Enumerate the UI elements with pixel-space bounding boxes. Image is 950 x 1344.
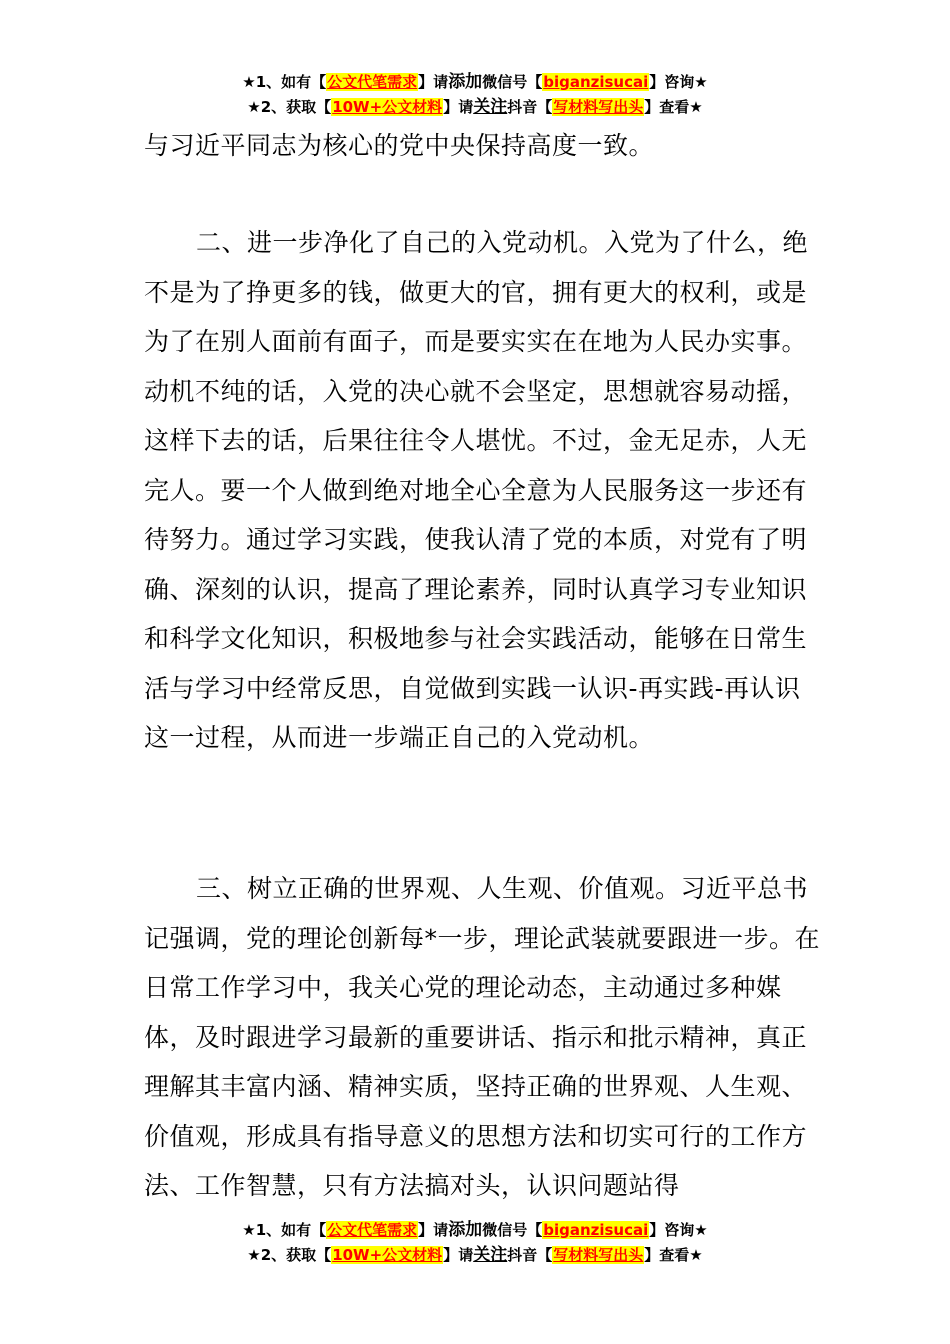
banner-text: ★1、如有【 (242, 73, 327, 91)
banner-emphasis: 添加 (448, 1220, 483, 1240)
banner-text: 】咨询★ (649, 1221, 708, 1239)
highlight-ghostwriting: 公文代笔需求 (327, 1221, 418, 1239)
banner-text: 微信号【 (482, 73, 543, 91)
banner-emphasis: 关注 (473, 1245, 508, 1265)
paragraph-3 (144, 864, 824, 1211)
paragraph-2 (144, 218, 824, 763)
highlight-materials: 10W+公文材料 (332, 1246, 443, 1264)
banner-text: ★2、获取【 (247, 1246, 332, 1264)
highlight-ghostwriting: 公文代笔需求 (327, 73, 418, 91)
highlight-douyin-account: 写材料写出头 (553, 1246, 644, 1264)
highlight-douyin-account: 写材料写出头 (553, 98, 644, 116)
banner-text: 抖音【 (507, 1246, 553, 1264)
banner-emphasis: 添加 (448, 72, 483, 92)
banner-text: 】请 (443, 1246, 474, 1264)
banner-text: 】咨询★ (649, 73, 708, 91)
paragraph-3-text: 三、树立正确的世界观、人生观、价值观。习近平总书记强调，党的理论创新每*一步，理论武装就要跟进一步。在日常工作学习中，我关心党的理论动态，主动通过多种媒体，及时跟进学习最新的重要讲话、指示和批示精神，真正理解其丰富内涵、精神实质，坚持正确的世界观、人生观、价值观，形成具有指导意义的思想方法和切实可行的工作方法、工作智慧，只有方法搞对头，认识问题站得 (144, 874, 821, 1200)
banner-text: 微信号【 (482, 1221, 543, 1239)
banner-text: 抖音【 (507, 98, 553, 116)
banner-text: 】查看★ (644, 1246, 703, 1264)
banner-text: 】查看★ (644, 98, 703, 116)
highlight-wechat-id: biganzisucai (543, 73, 649, 91)
banner-text: 】请 (418, 73, 449, 91)
highlight-materials: 10W+公文材料 (332, 98, 443, 116)
highlight-wechat-id: biganzisucai (543, 1221, 649, 1239)
footer-banner (0, 1218, 950, 1268)
paragraph-continuation (144, 121, 824, 171)
banner-text: ★2、获取【 (247, 98, 332, 116)
banner-text: ★1、如有【 (242, 1221, 327, 1239)
header-banner (0, 70, 950, 120)
continuation-text: 与习近平同志为核心的党中央保持高度一致。 (144, 131, 655, 160)
banner-emphasis: 关注 (473, 97, 508, 117)
banner-line-2 (0, 1243, 950, 1268)
banner-text: 】请 (418, 1221, 449, 1239)
banner-text: 】请 (443, 98, 474, 116)
paragraph-2-text: 二、进一步净化了自己的入党动机。入党为了什么，绝不是为了挣更多的钱，做更大的官，拥有更大的权利，或是为了在别人面前有面子，而是要实实在在地为人民办实事。动机不纯的话，入党的决心就不会坚定，思想就容易动摇，这样下去的话，后果往往令人堪忧。不过，金无足赤，人无完人。要一个人做到绝对地全心全意为人民服务这一步还有待努力。通过学习实践，使我认清了党的本质，对党有了明确、深刻的认识，提高了理论素养，同时认真学习专业知识和科学文化知识，积极地参与社会实践活动，能够在日常生活与学习中经常反思，自觉做到实践一认识-再实践-再认识这一过程，从而进一步端正自己的入党动机。 (144, 228, 809, 752)
banner-line-1 (0, 1218, 950, 1243)
banner-line-1 (0, 70, 950, 95)
banner-line-2 (0, 95, 950, 120)
